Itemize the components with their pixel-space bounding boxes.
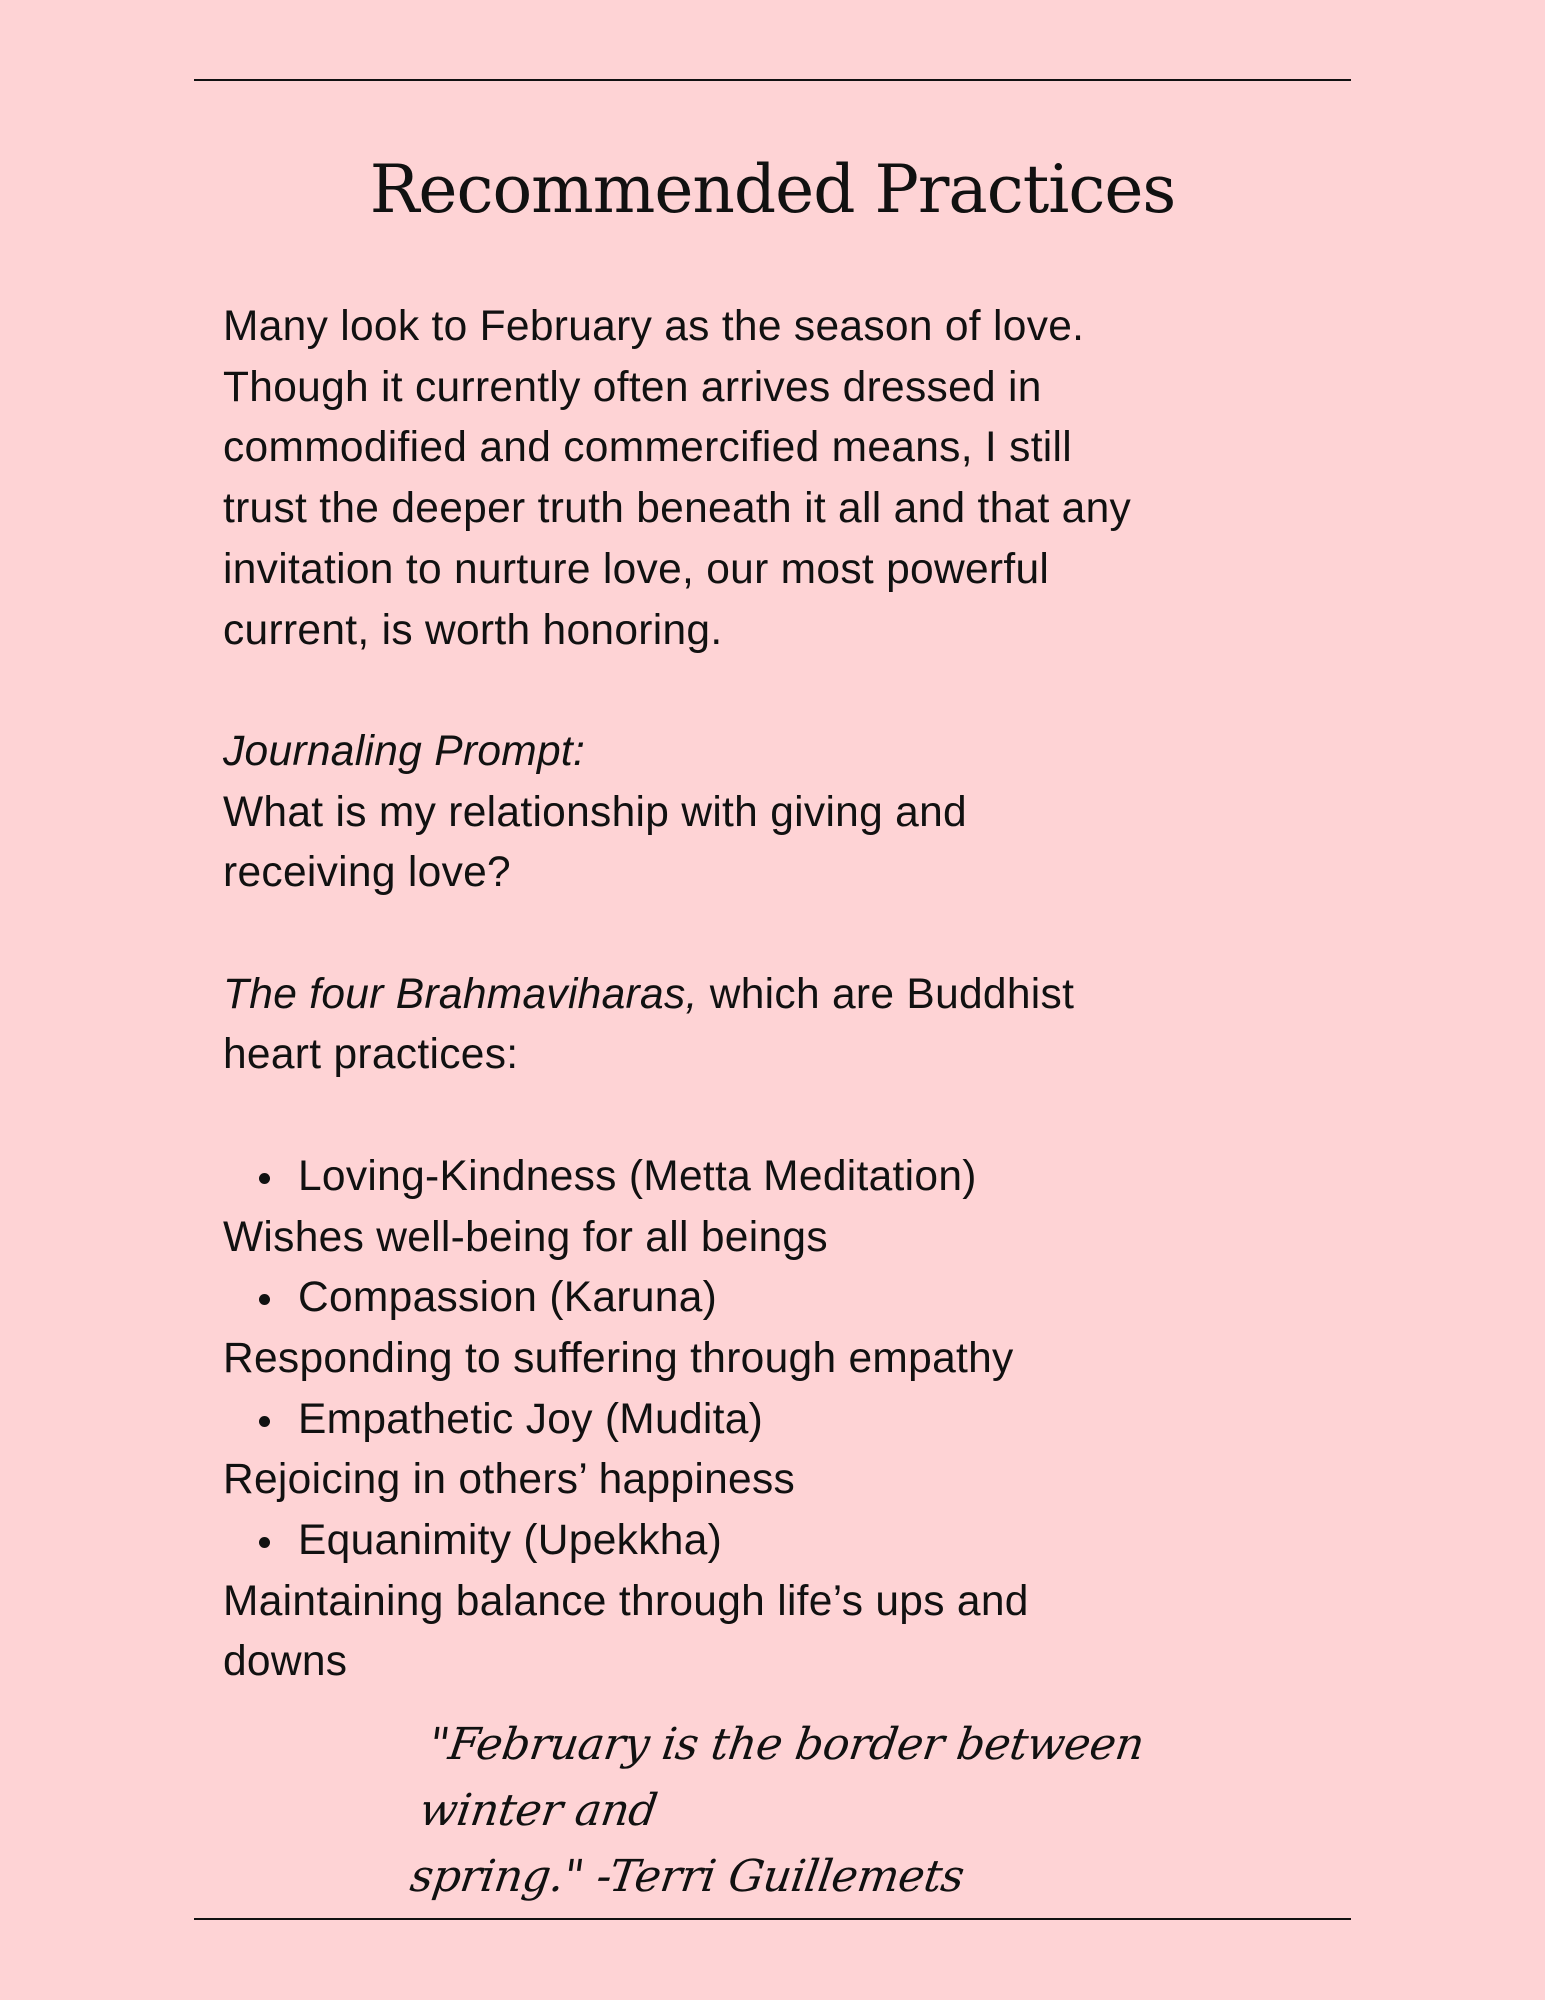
intro-line: trust the deeper truth beneath it all and that any	[223, 485, 1132, 533]
list-item	[223, 1511, 1353, 1572]
practice-description: Maintaining balance through life’s ups and	[223, 1577, 1029, 1625]
practice-description: Wishes well-being for all beings	[223, 1213, 828, 1261]
brahmaviharas-rest: which are Buddhist	[697, 970, 1075, 1018]
list-item	[223, 1268, 1353, 1329]
intro-line: current, is worth honoring.	[223, 606, 723, 654]
practice-name: Empathetic Joy (Mudita)	[298, 1395, 764, 1443]
list-item	[223, 1147, 1353, 1208]
practice-name: Compassion (Karuna)	[298, 1274, 718, 1322]
practice-name: Equanimity (Upekkha)	[298, 1517, 723, 1565]
journaling-line: receiving love?	[223, 849, 511, 897]
quote-line: spring." -Terri Guillemets	[407, 1851, 968, 1902]
journaling-section	[223, 722, 1353, 904]
top-divider	[194, 79, 1351, 81]
journaling-label: Journaling Prompt:	[223, 727, 586, 775]
bullet-icon	[259, 1416, 270, 1427]
page-title: Recommended Practices	[369, 151, 1176, 228]
bullet-icon	[259, 1173, 270, 1184]
brahmaviharas-italic: The four Brahmaviharas,	[223, 970, 698, 1018]
practice-description: Rejoicing in others’ happiness	[223, 1456, 796, 1504]
quote-line: "February is the border between winter and	[416, 1719, 1148, 1836]
brahmaviharas-line-1	[223, 965, 1353, 1026]
practice-description: downs	[223, 1638, 348, 1686]
brahmaviharas-line-2: heart practices:	[223, 1031, 519, 1079]
bullet-icon	[259, 1537, 270, 1548]
bottom-divider	[194, 1918, 1351, 1920]
intro-line: Many look to February as the season of love.	[223, 303, 1085, 350]
practice-name: Loving-Kindness (Metta Meditation)	[298, 1152, 977, 1200]
body-content	[223, 297, 1353, 1693]
bullet-icon	[259, 1294, 270, 1305]
intro-line: Though it currently often arrives dressed in	[223, 363, 1042, 411]
practice-description: Responding to suffering through empathy	[223, 1334, 1014, 1382]
brahmaviharas-intro	[223, 965, 1353, 1086]
practices-list	[223, 1147, 1353, 1693]
journaling-line: What is my relationship with giving and	[223, 788, 967, 836]
closing-quote	[406, 1712, 1194, 1910]
intro-paragraph	[223, 297, 1353, 661]
intro-line: commodified and commercified means, I still	[223, 424, 1073, 472]
intro-line: invitation to nurture love, our most powerful	[223, 545, 1050, 593]
list-item	[223, 1390, 1353, 1451]
